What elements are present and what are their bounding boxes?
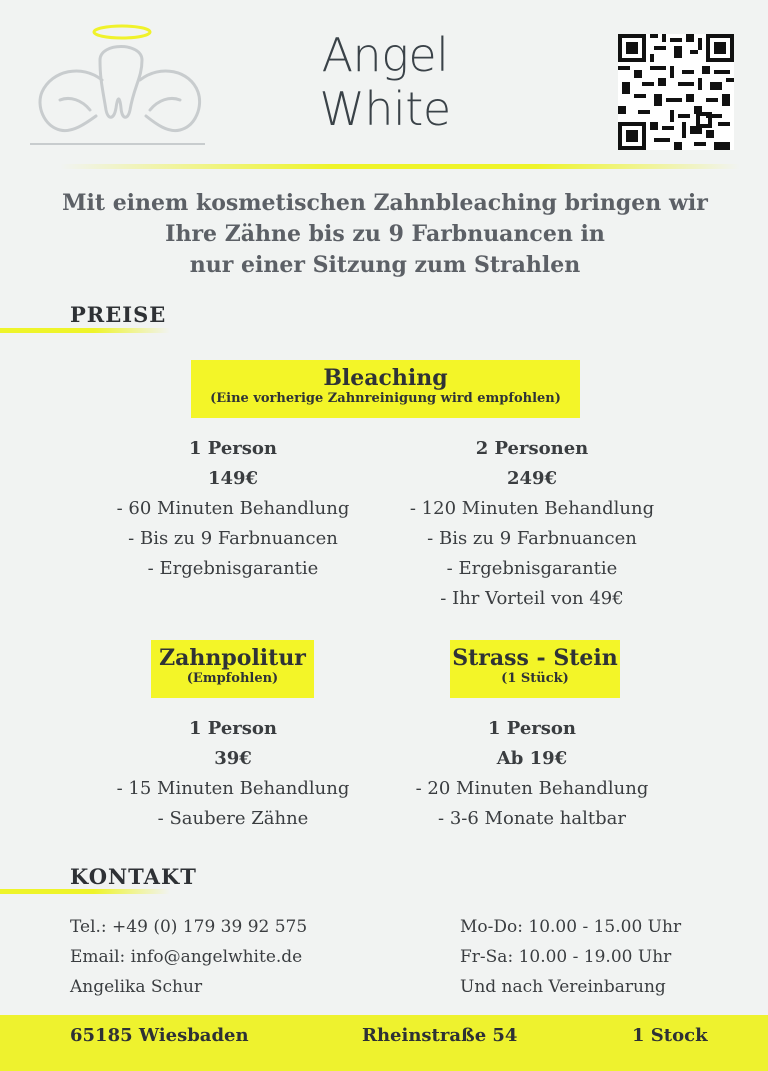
bleaching-header	[191, 360, 580, 418]
brand-line-2: White	[319, 82, 451, 136]
contact-details	[70, 912, 410, 1002]
bleaching-title: Bleaching	[323, 365, 448, 391]
contact-name: Angelika Schur	[70, 977, 203, 997]
feature-item: - Ergebnisgarantie	[147, 558, 319, 579]
feature-item: - 20 Minuten Behandlung	[415, 778, 649, 799]
hours-line: Und nach Vereinbarung	[460, 977, 666, 997]
zahnpolitur-title: Zahnpolitur	[159, 645, 306, 671]
feature-item: - Bis zu 9 Farbnuancen	[427, 528, 637, 549]
strass-subtitle: (1 Stück)	[501, 671, 569, 686]
package-label: 1 Person	[487, 718, 576, 739]
phone-link[interactable]: Tel.: +49 (0) 179 39 92 575	[70, 917, 308, 937]
zahnpolitur-package	[93, 714, 373, 834]
feature-item: - 3-6 Monate haltbar	[438, 808, 626, 829]
package-price: Ab 19€	[496, 748, 568, 769]
strass-header	[450, 640, 620, 698]
feature-item: - Saubere Zähne	[157, 808, 309, 829]
qr-code-icon[interactable]	[618, 34, 734, 150]
brand-logo-text	[300, 28, 470, 136]
email-link[interactable]: Email: info@angelwhite.de	[70, 947, 303, 967]
intro-line-3: nur einer Sitzung zum Strahlen	[189, 252, 581, 278]
hours-line: Mo-Do: 10.00 - 15.00 Uhr	[460, 917, 682, 937]
package-price: 249€	[506, 468, 558, 489]
preise-underline	[0, 328, 170, 333]
brand-line-1: Angel	[321, 28, 449, 82]
feature-item: - Ergebnisgarantie	[446, 558, 618, 579]
bleaching-1-person	[93, 434, 373, 584]
hours-line: Fr-Sa: 10.00 - 19.00 Uhr	[460, 947, 672, 967]
feature-item: - 15 Minuten Behandlung	[116, 778, 350, 799]
angel-tooth-icon	[30, 20, 205, 150]
kontakt-underline	[0, 889, 170, 894]
bleaching-2-personen	[392, 434, 672, 614]
strass-package	[392, 714, 672, 834]
intro-line-1: Mit einem kosmetischen Zahnbleaching bringen wir	[62, 190, 708, 216]
package-price: 149€	[207, 468, 259, 489]
address-footer	[0, 1015, 768, 1071]
bleaching-subtitle: (Eine vorherige Zahnreinigung wird empfohlen)	[210, 391, 561, 406]
opening-hours	[460, 912, 740, 1002]
zahnpolitur-header	[151, 640, 314, 698]
feature-item: - Bis zu 9 Farbnuancen	[128, 528, 338, 549]
package-label: 1 Person	[188, 718, 277, 739]
footer-city: 65185 Wiesbaden	[70, 1025, 249, 1046]
strass-title: Strass - Stein	[452, 645, 618, 671]
feature-item: - 120 Minuten Behandlung	[409, 498, 655, 519]
section-title-preise: PREISE	[70, 302, 167, 327]
package-label: 1 Person	[188, 438, 277, 459]
feature-item: - Ihr Vorteil von 49€	[440, 588, 624, 609]
zahnpolitur-subtitle: (Empfohlen)	[186, 671, 279, 686]
package-price: 39€	[214, 748, 252, 769]
footer-street: Rheinstraße 54	[362, 1025, 518, 1046]
package-label: 2 Personen	[475, 438, 589, 459]
feature-item: - 60 Minuten Behandlung	[116, 498, 350, 519]
intro-text	[40, 188, 730, 281]
section-title-kontakt: KONTAKT	[70, 864, 197, 889]
intro-line-2: Ihre Zähne bis zu 9 Farbnuancen in	[165, 221, 605, 247]
top-divider	[60, 164, 740, 169]
footer-floor: 1 Stock	[632, 1025, 708, 1046]
